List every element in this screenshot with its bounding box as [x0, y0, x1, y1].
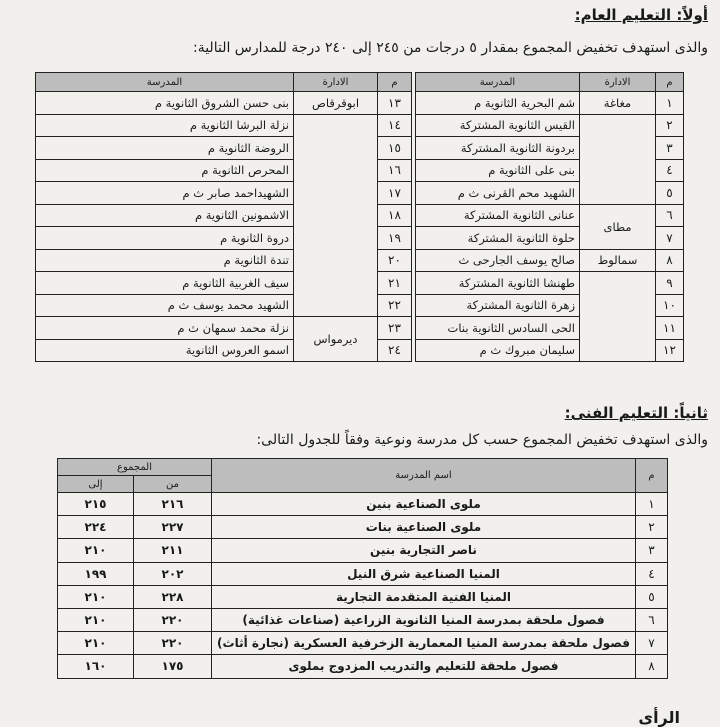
- school-name: فصول ملحقة بمدرسة المنيا المعمارية الزخرفية العسكرية (نجارة أثاث): [212, 632, 636, 655]
- school-name: المنيا الفنية المتقدمة التجارية: [212, 585, 636, 608]
- row-number: ٢: [636, 516, 668, 539]
- row-number: ٤: [636, 562, 668, 585]
- school-name: ملوى الصناعية بنات: [212, 516, 636, 539]
- total-to: ٢١٠: [57, 539, 133, 562]
- school-name: دروة الثانوية م: [36, 227, 294, 250]
- school-name: بنى حسن الشروق الثانوية م: [36, 92, 294, 115]
- row-number: ١٤: [378, 114, 412, 137]
- school-name: شم البحرية الثانوية م: [416, 92, 580, 115]
- total-from: ٢٢٠: [134, 632, 212, 655]
- admin-cell: مغاغة: [580, 92, 656, 115]
- school-name: صالح يوسف الجارحى ث: [416, 249, 580, 272]
- header-num: م: [378, 73, 412, 92]
- header-from: من: [134, 476, 212, 493]
- row-number: ٨: [656, 249, 684, 272]
- row-number: ٢٢: [378, 294, 412, 317]
- table-row: [36, 114, 684, 137]
- row-number: ٣: [636, 539, 668, 562]
- total-from: ٢١١: [134, 539, 212, 562]
- school-name: سليمان مبروك ث م: [416, 339, 580, 362]
- row-number: ٢٣: [378, 317, 412, 340]
- school-name: الاشمونين الثانوية م: [36, 204, 294, 227]
- row-number: ١٣: [378, 92, 412, 115]
- total-from: ٢١٦: [134, 493, 212, 516]
- admin-cell: مطاى: [580, 204, 656, 249]
- school-name: ناصر التجارية بنين: [212, 539, 636, 562]
- table-row: [57, 493, 667, 516]
- partial-heading: الرأى: [638, 708, 680, 727]
- row-number: ٥: [636, 585, 668, 608]
- school-name: الحى السادس الثانوية بنات: [416, 317, 580, 340]
- school-name: المنيا الصناعية شرق النيل: [212, 562, 636, 585]
- section1-intro: والذى استهدف تخفيض المجموع بمقدار ٥ درجات من ٢٤٥ إلى ٢٤٠ درجة للمدارس التالية:: [192, 40, 708, 56]
- table-row: [57, 562, 667, 585]
- row-number: ٢: [656, 114, 684, 137]
- total-from: ٢٢٧: [134, 516, 212, 539]
- table-row: [57, 585, 667, 608]
- school-name: القيس الثانوية المشتركة: [416, 114, 580, 137]
- row-number: ١٩: [378, 227, 412, 250]
- header-num: م: [636, 459, 668, 493]
- header-school: المدرسة: [416, 73, 580, 92]
- row-number: ٧: [656, 227, 684, 250]
- total-to: ٢١٥: [57, 493, 133, 516]
- total-to: ١٦٠: [57, 655, 133, 678]
- row-number: ٢٤: [378, 339, 412, 362]
- table-row: [36, 92, 684, 115]
- row-number: ١٢: [656, 339, 684, 362]
- header-admin: الادارة: [580, 73, 656, 92]
- admin-cell: [580, 272, 656, 362]
- school-name: زهرة الثانوية المشتركة: [416, 294, 580, 317]
- school-name: الشهيد محم القرنى ث م: [416, 182, 580, 205]
- total-to: ٢١٠: [57, 632, 133, 655]
- row-number: ٨: [636, 655, 668, 678]
- section1-heading: أولاً: التعليم العام:: [574, 6, 708, 24]
- row-number: ١: [636, 493, 668, 516]
- school-name: نزلة البرشا الثانوية م: [36, 114, 294, 137]
- school-name: فصول ملحقة بمدرسة المنيا الثانوية الزراعية (صناعات غذائية): [212, 608, 636, 631]
- row-number: ١٨: [378, 204, 412, 227]
- row-number: ١٧: [378, 182, 412, 205]
- total-to: ٢١٠: [57, 585, 133, 608]
- school-name: طهنشا الثانوية المشتركة: [416, 272, 580, 295]
- row-number: ١١: [656, 317, 684, 340]
- school-name: بردونة الثانوية المشتركة: [416, 137, 580, 160]
- section2-heading: ثانياً: التعليم الفنى:: [564, 404, 708, 422]
- total-from: ٢٢٨: [134, 585, 212, 608]
- header-school: المدرسة: [36, 73, 294, 92]
- section2-intro: والذى استهدف تخفيض المجموع حسب كل مدرسة ونوعية وفقاً للجدول التالى:: [256, 432, 708, 448]
- school-name: سيف الغربية الثانوية م: [36, 272, 294, 295]
- table-row: [57, 516, 667, 539]
- school-name: الشهيد محمد يوسف ث م: [36, 294, 294, 317]
- school-name: حلوة الثانوية المشتركة: [416, 227, 580, 250]
- header-num: م: [656, 73, 684, 92]
- total-to: ٢٢٤: [57, 516, 133, 539]
- admin-cell: ابوقرقاص: [294, 92, 378, 115]
- row-number: ١٥: [378, 137, 412, 160]
- header-total: المجموع: [57, 459, 211, 476]
- row-number: ٦: [636, 608, 668, 631]
- school-name: تندة الثانوية م: [36, 249, 294, 272]
- row-number: ٢١: [378, 272, 412, 295]
- table-row: [57, 608, 667, 631]
- admin-cell: ديرمواس: [294, 317, 378, 362]
- row-number: ٥: [656, 182, 684, 205]
- row-number: ٩: [656, 272, 684, 295]
- row-number: ٣: [656, 137, 684, 160]
- total-to: ٢١٠: [57, 608, 133, 631]
- row-number: ١٠: [656, 294, 684, 317]
- header-admin: الادارة: [294, 73, 378, 92]
- school-name: نزلة محمد سمهان ث م: [36, 317, 294, 340]
- admin-cell: [580, 114, 656, 204]
- row-number: ٤: [656, 159, 684, 182]
- row-number: ١: [656, 92, 684, 115]
- general-education-table: [35, 72, 684, 362]
- school-name: بنى على الثانوية م: [416, 159, 580, 182]
- row-number: ١٦: [378, 159, 412, 182]
- school-name: الروضة الثانوية م: [36, 137, 294, 160]
- school-name: الشهيداحمد صابر ث م: [36, 182, 294, 205]
- school-name: اسمو العروس الثانوية: [36, 339, 294, 362]
- school-name: المحرص الثانوية م: [36, 159, 294, 182]
- total-from: ٢٠٢: [134, 562, 212, 585]
- table-row: [57, 655, 667, 678]
- admin-cell: [294, 114, 378, 317]
- header-to: إلى: [57, 476, 133, 493]
- total-from: ١٧٥: [134, 655, 212, 678]
- row-number: ٧: [636, 632, 668, 655]
- row-number: ٢٠: [378, 249, 412, 272]
- total-from: ٢٢٠: [134, 608, 212, 631]
- school-name: عنانى الثانوية المشتركة: [416, 204, 580, 227]
- school-name: ملوى الصناعية بنين: [212, 493, 636, 516]
- table-row: [57, 539, 667, 562]
- technical-education-table: [57, 458, 668, 679]
- total-to: ١٩٩: [57, 562, 133, 585]
- school-name: فصول ملحقة للتعليم والتدريب المزدوج بملوى: [212, 655, 636, 678]
- header-school-name: اسم المدرسة: [212, 459, 636, 493]
- admin-cell: سمالوط: [580, 249, 656, 272]
- table-row: [57, 632, 667, 655]
- row-number: ٦: [656, 204, 684, 227]
- table-header-row: [36, 73, 684, 92]
